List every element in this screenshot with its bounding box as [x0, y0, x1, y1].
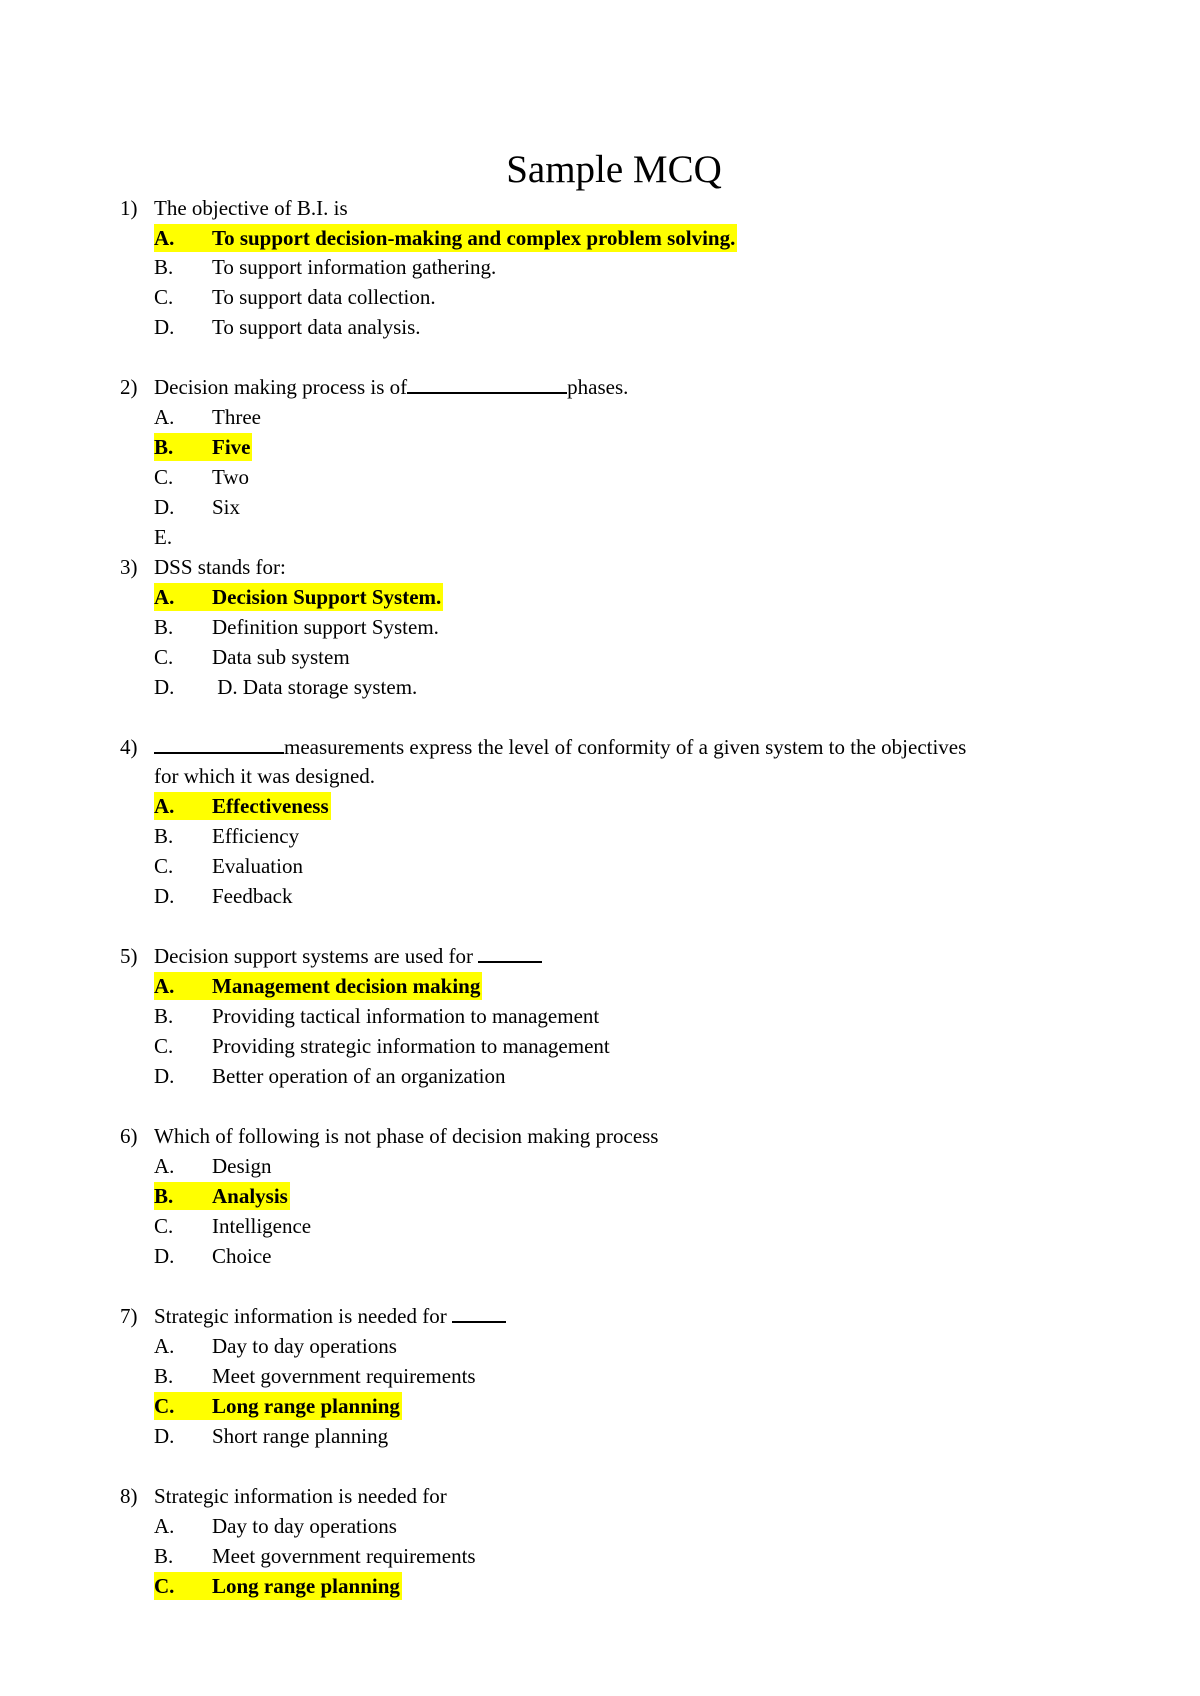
question-text: Decision support systems are used for [154, 944, 474, 968]
page-title: Sample MCQ [506, 148, 722, 191]
question-number: 8) [120, 1484, 138, 1508]
option-text: To support information gathering. [212, 255, 497, 279]
question-6-stem [120, 1122, 658, 1150]
question-1-stem [120, 194, 348, 222]
option-correct [154, 792, 331, 820]
option [154, 1512, 397, 1540]
option-letter: B. [154, 255, 174, 279]
option [154, 1332, 397, 1360]
option [154, 253, 496, 281]
option-text: Decision Support System. [212, 585, 442, 609]
option-text: Efficiency [212, 824, 300, 848]
option-correct [154, 972, 482, 1000]
option [154, 613, 439, 641]
question-number: 5) [120, 944, 138, 968]
option [154, 1152, 272, 1180]
question-text: Decision making process is of [154, 375, 408, 399]
question-text: Which of following is not phase of decision making process [154, 1124, 659, 1148]
option-text: Six [212, 495, 241, 519]
option-letter: B. [154, 1544, 174, 1568]
option-correct [154, 1392, 402, 1420]
option-letter: D. [154, 1244, 175, 1268]
option-letter: A. [154, 226, 175, 250]
option-letter: A. [154, 974, 175, 998]
question-number: 1) [120, 196, 138, 220]
option-letter: D. [154, 675, 175, 699]
option [154, 882, 292, 910]
option-letter: B. [154, 1184, 174, 1208]
option-letter: B. [154, 615, 174, 639]
option [154, 1062, 506, 1090]
option-text: Meet government requirements [212, 1544, 476, 1568]
option [154, 1242, 271, 1270]
question-7-stem [120, 1302, 506, 1330]
answer-blank [452, 1303, 506, 1323]
question-5-stem [120, 942, 542, 970]
option-text: Five [212, 435, 251, 459]
option-letter: D. [154, 315, 175, 339]
option-letter: A. [154, 405, 175, 429]
option [154, 1362, 476, 1390]
option [154, 1422, 388, 1450]
option-letter: C. [154, 1214, 174, 1238]
option-text: Analysis [212, 1184, 288, 1208]
option-letter: A. [154, 1334, 175, 1358]
option-letter: B. [154, 824, 174, 848]
question-3-stem [120, 553, 286, 581]
option [154, 283, 436, 311]
question-text: The objective of B.I. is [154, 196, 348, 220]
option-letter: A. [154, 1514, 175, 1538]
option-text: Design [212, 1154, 272, 1178]
option-letter: C. [154, 285, 174, 309]
option-text: Feedback [212, 884, 293, 908]
question-number: 2) [120, 375, 138, 399]
option-correct [154, 224, 737, 252]
option-text: Long range planning [212, 1574, 400, 1598]
option [154, 1212, 311, 1240]
option-correct [154, 583, 443, 611]
option-text: Data sub system [212, 645, 350, 669]
option-letter: A. [154, 585, 175, 609]
option-text: Evaluation [212, 854, 303, 878]
option-text: Providing strategic information to management [212, 1034, 610, 1058]
option [154, 1002, 599, 1030]
question-text-after-blank: phases. [567, 375, 629, 399]
option-text: Two [212, 465, 250, 489]
option [154, 673, 417, 701]
question-number: 4) [120, 735, 138, 759]
option-letter: D. [154, 1424, 175, 1448]
answer-blank [154, 734, 284, 754]
option-text: Day to day operations [212, 1334, 397, 1358]
option [154, 403, 261, 431]
option-text: Long range planning [212, 1394, 400, 1418]
option-text: To support data collection. [212, 285, 436, 309]
option-letter: D. [154, 495, 175, 519]
option-text: Day to day operations [212, 1514, 397, 1538]
option-letter: C. [154, 1394, 175, 1418]
option [154, 822, 299, 850]
option [154, 1542, 476, 1570]
option-letter: C. [154, 645, 174, 669]
option-letter: C. [154, 854, 174, 878]
option [154, 493, 240, 521]
option-letter: A. [154, 794, 175, 818]
question-text: Strategic information is needed for [154, 1484, 447, 1508]
option-text: D. Data storage system. [212, 675, 418, 699]
option-text: Definition support System. [212, 615, 439, 639]
option-text: To support data analysis. [212, 315, 421, 339]
question-4-stem-continued: for which it was designed. [154, 764, 376, 788]
option-letter: D. [154, 1064, 175, 1088]
question-number: 6) [120, 1124, 138, 1148]
option-text: Providing tactical information to management [212, 1004, 600, 1028]
option-letter: B. [154, 435, 174, 459]
answer-blank [478, 943, 542, 963]
question-number: 7) [120, 1304, 138, 1328]
option-text: Short range planning [212, 1424, 389, 1448]
option-letter: C. [154, 1574, 175, 1598]
option-letter: D. [154, 884, 175, 908]
option-letter: C. [154, 465, 174, 489]
answer-blank [407, 374, 567, 394]
option [154, 643, 350, 671]
option-correct [154, 433, 252, 461]
question-text: Strategic information is needed for [154, 1304, 447, 1328]
option-letter: B. [154, 1004, 174, 1028]
option-text: Intelligence [212, 1214, 312, 1238]
option [154, 313, 421, 341]
option-text: Better operation of an organization [212, 1064, 506, 1088]
option-text: To support decision-making and complex problem solving. [212, 226, 736, 250]
option-text: Management decision making [212, 974, 481, 998]
option-text: Choice [212, 1244, 272, 1268]
option-letter: A. [154, 1154, 175, 1178]
option-letter: B. [154, 1364, 174, 1388]
question-text: DSS stands for: [154, 555, 286, 579]
option-letter: E. [154, 525, 173, 549]
question-8-stem [120, 1482, 447, 1510]
option-correct [154, 1182, 290, 1210]
option-text: Effectiveness [212, 794, 329, 818]
option-letter: C. [154, 1034, 174, 1058]
option [154, 523, 212, 551]
question-number: 3) [120, 555, 138, 579]
option-text: Meet government requirements [212, 1364, 476, 1388]
question-4-stem [120, 733, 966, 761]
option [154, 1032, 610, 1060]
option [154, 463, 249, 491]
option-text: Three [212, 405, 261, 429]
option [154, 852, 303, 880]
option-correct [154, 1572, 402, 1600]
question-2-stem [120, 373, 628, 401]
question-text: measurements express the level of conformity of a given system to the objectives [284, 735, 967, 759]
